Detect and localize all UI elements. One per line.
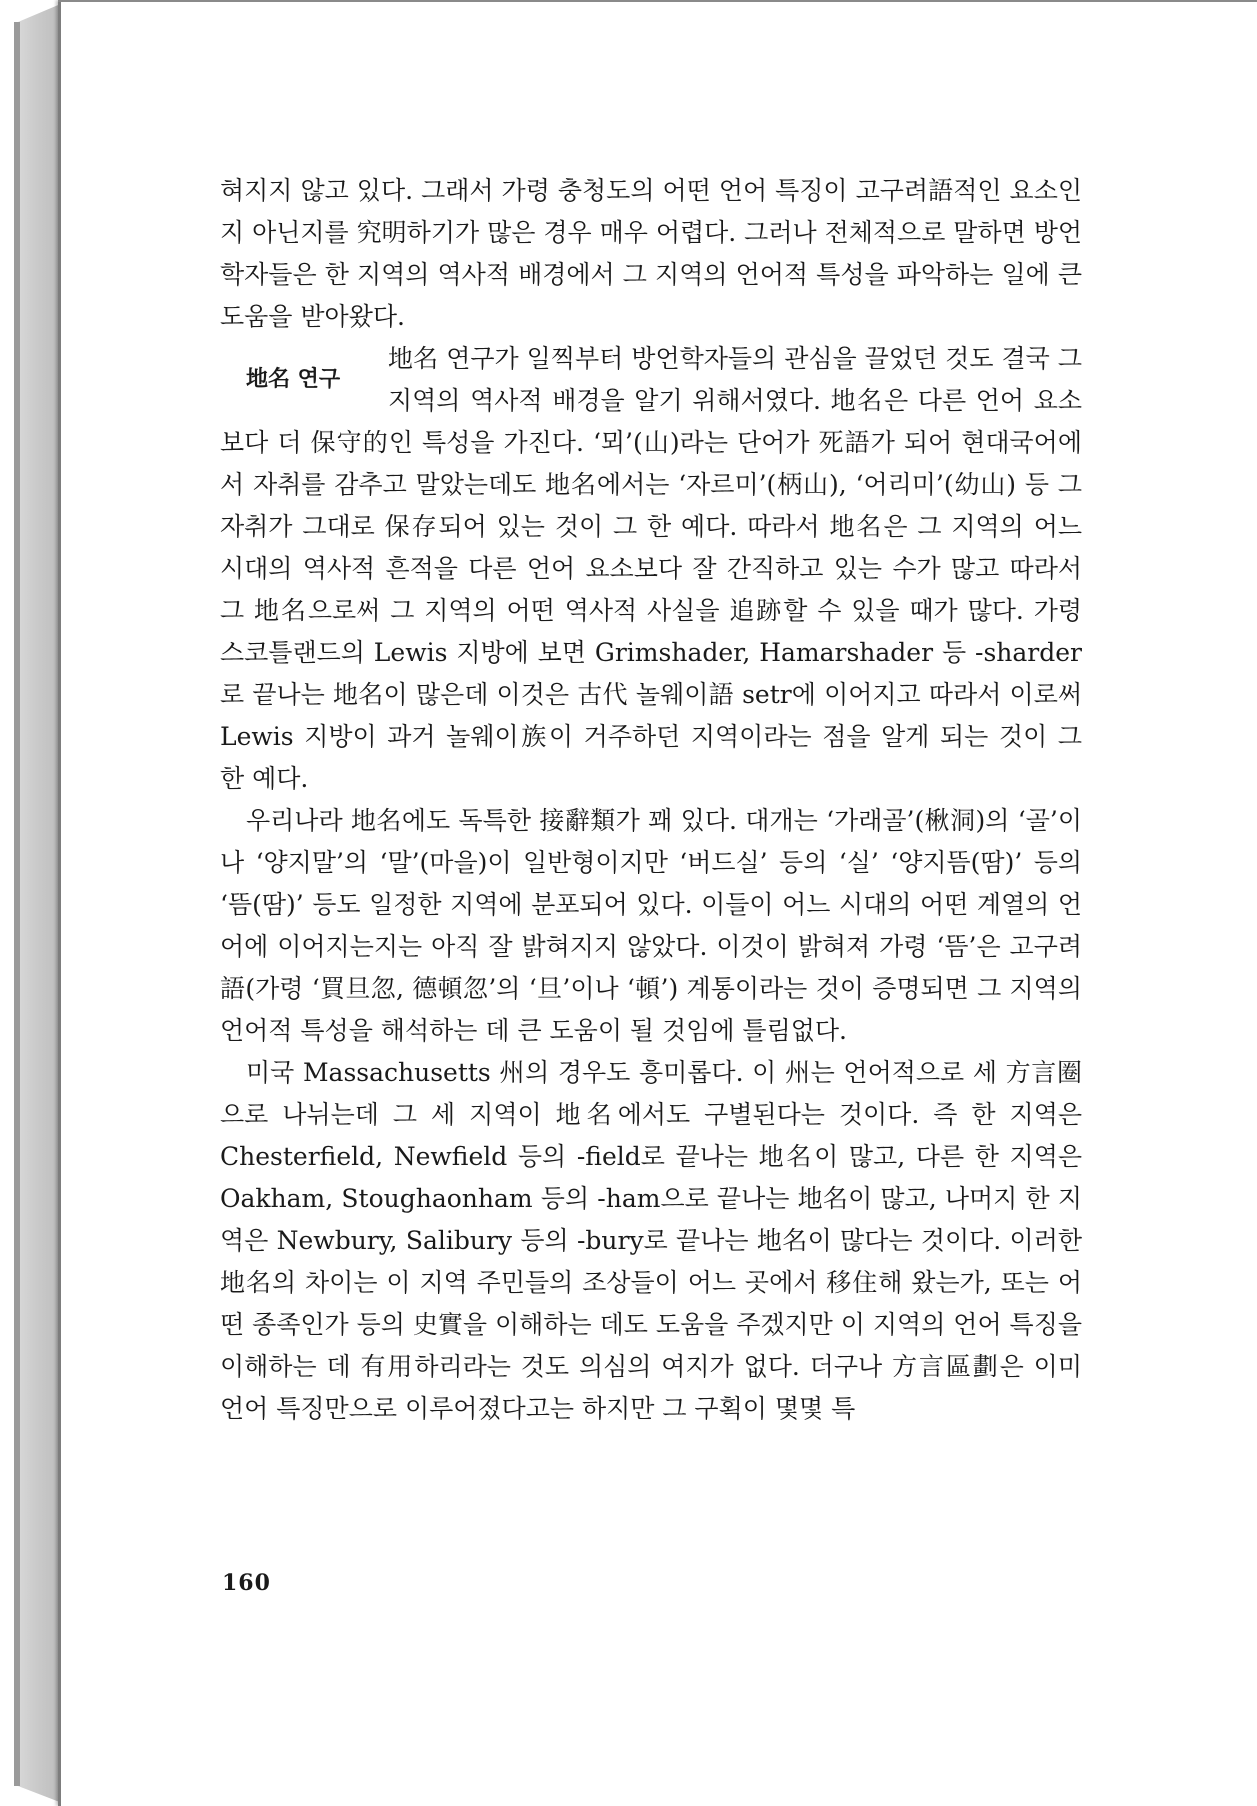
book-spine-edge xyxy=(14,22,20,1786)
paragraph-2: 地名 연구가 일찍부터 방언학자들의 관심을 끌었던 것도 결국 그 지역의 역사적 배경을 알기 위해서였다. 地名은 다른 언어 요소보다 더 保守的인 특성을 가진다. ‘뫼’(山)라는 단어가 死語가 되어 현대국어에서 자취를 감추고 말았는데도 地名에서는 ‘자르미’(柄山), ‘어리미’(幼山) 등 그 자취가 그대로 保存되어 있는 것이 그 한 예다. 따라서 地名은 그 지역의 어느 시대의 역사적 흔적을 다른 언어 요소보다 잘 간직하고 있는 수가 많고 따라서 그 地名으로써 그 지역의 어떤 역사적 사실을 追跡할 수 있을 때가 많다. 가령 스코틀랜드의 Lewis 지방에 보면 Grimshader, Hamarshader 등 -sharder로 끝나는 地名이 많은데 이것은 古代 놀웨이語 setr에 이어지고 따라서 이로써 Lewis 지방이 과거 놀웨이族이 거주하던 지역이라는 점을 알게 되는 것이 그 한 예다. xyxy=(220,344,1082,793)
page-top-border xyxy=(58,0,1257,2)
paragraph-1: 혀지지 않고 있다. 그래서 가령 충청도의 어떤 언어 특징이 고구려語적인 요소인지 아닌지를 究明하기가 많은 경우 매우 어렵다. 그러나 전체적으로 말하면 방언학자들은 한 지역의 역사적 배경에서 그 지역의 언어적 특성을 파악하는 일에 큰 도움을 받아왔다. xyxy=(220,176,1082,331)
body-text xyxy=(220,170,1082,1430)
section-place-names xyxy=(220,338,1082,800)
paragraph-4: 미국 Massachusetts 州의 경우도 흥미롭다. 이 州는 언어적으로 세 方言圈으로 나뉘는데 그 세 지역이 地名에서도 구별된다는 것이다. 즉 한 지역은 Chesterfield, Newfield 등의 -field로 끝나는 地名이 많고, 다른 한 지역은 Oakham, Stoughaonham 등의 -ham으로 끝나는 地名이 많고, 나머지 한 지역은 Newbury, Salibury 등의 -bury로 끝나는 地名이 많다는 것이다. 이러한 地名의 차이는 이 지역 주민들의 조상들이 어느 곳에서 移住해 왔는가, 또는 어떤 종족인가 등의 史實을 이해하는 데도 도움을 주겠지만 이 지역의 언어 특징을 이해하는 데 有用하리라는 것도 의심의 여지가 없다. 더구나 方言區劃은 이미 언어 특징만으로 이루어졌다고는 하지만 그 구획이 몇몇 특 xyxy=(220,1058,1082,1423)
paragraph-3: 우리나라 地名에도 독특한 接辭類가 꽤 있다. 대개는 ‘가래골’(楸洞)의 ‘골’이나 ‘양지말’의 ‘말’(마을)이 일반형이지만 ‘버드실’ 등의 ‘실’ ‘양지뜸(땀)’ 등의 ‘뜸(땀)’ 등도 일정한 지역에 분포되어 있다. 이들이 어느 시대의 어떤 계열의 언어에 이어지는지는 아직 잘 밝혀지지 않았다. 이것이 밝혀져 가령 ‘뜸’은 고구려語(가령 ‘買旦忽, 德頓忽’의 ‘旦’이나 ‘頓’) 계통이라는 것이 증명되면 그 지역의 언어적 특성을 해석하는 데 큰 도움이 될 것임에 틀림없다. xyxy=(220,806,1082,1045)
side-heading: 地名 연구 xyxy=(246,367,341,392)
page-number: 160 xyxy=(222,1570,271,1596)
